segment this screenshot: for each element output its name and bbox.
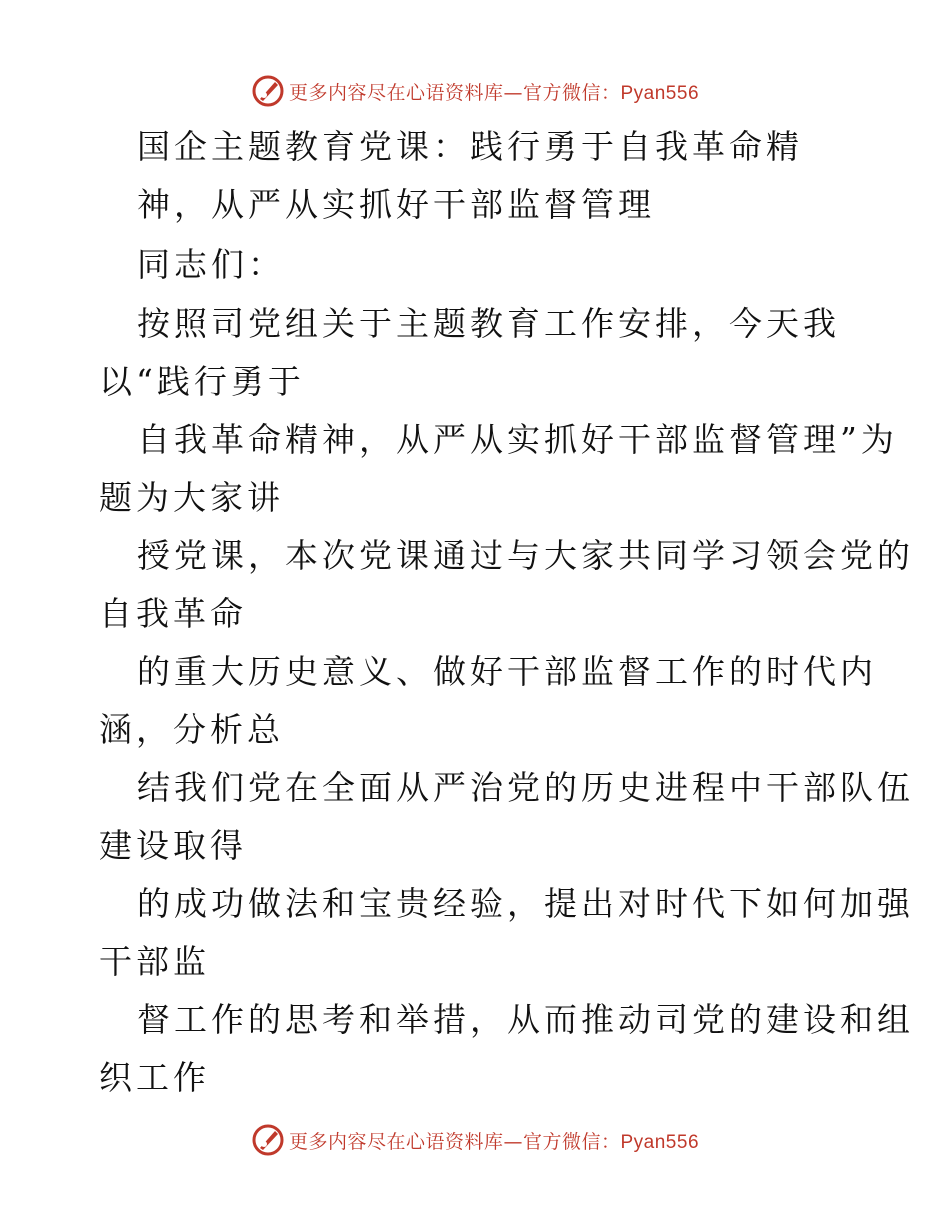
- paragraph-line: 督工作的思考和举措，从而推动司党的建设和组: [137, 1000, 914, 1039]
- title-line-1: 国企主题教育党课：践行勇于自我革命精: [137, 127, 803, 166]
- header-banner: [0, 71, 950, 111]
- wechat-label: 官方微信：: [522, 1130, 621, 1153]
- paragraph-line: 结我们党在全面从严治党的历史进程中干部队伍: [137, 768, 914, 807]
- quill-seal-icon: [251, 74, 285, 108]
- promo-text: 更多内容尽在心语资料库: [288, 81, 504, 104]
- footer-banner: [0, 1120, 950, 1160]
- paragraph-line: 干部监: [99, 942, 210, 981]
- paragraph-line: 以“践行勇于: [99, 362, 305, 401]
- paragraph-line: 题为大家讲: [99, 478, 284, 517]
- paragraph-line: 的重大历史意义、做好干部监督工作的时代内: [137, 652, 877, 691]
- paragraph-line: 自我革命: [99, 594, 247, 633]
- promo-text: 更多内容尽在心语资料库: [288, 1130, 504, 1153]
- banner-text: [289, 1127, 699, 1154]
- paragraph-line: 的成功做法和宝贵经验，提出对时代下如何加强: [137, 884, 914, 923]
- wechat-handle: Pyan556: [620, 1131, 700, 1153]
- title-line-2: 神，从严从实抓好干部监督管理: [137, 185, 655, 224]
- wechat-label: 官方微信：: [522, 81, 621, 104]
- banner-text: [289, 78, 699, 105]
- paragraph-line: 织工作: [99, 1058, 210, 1097]
- paragraph-line: 自我革命精神，从严从实抓好干部监督管理”为: [137, 420, 898, 459]
- paragraph-line: 授党课，本次党课通过与大家共同学习领会党的: [137, 536, 914, 575]
- banner-separator: —: [503, 81, 523, 104]
- paragraph-line: 按照司党组关于主题教育工作安排，今天我: [137, 304, 840, 343]
- banner-separator: —: [503, 1130, 523, 1153]
- wechat-handle: Pyan556: [620, 82, 700, 104]
- greeting: 同志们：: [137, 245, 285, 284]
- quill-seal-icon: [251, 1123, 285, 1157]
- paragraph-line: 涵，分析总: [99, 710, 284, 749]
- paragraph-line: 建设取得: [99, 826, 247, 865]
